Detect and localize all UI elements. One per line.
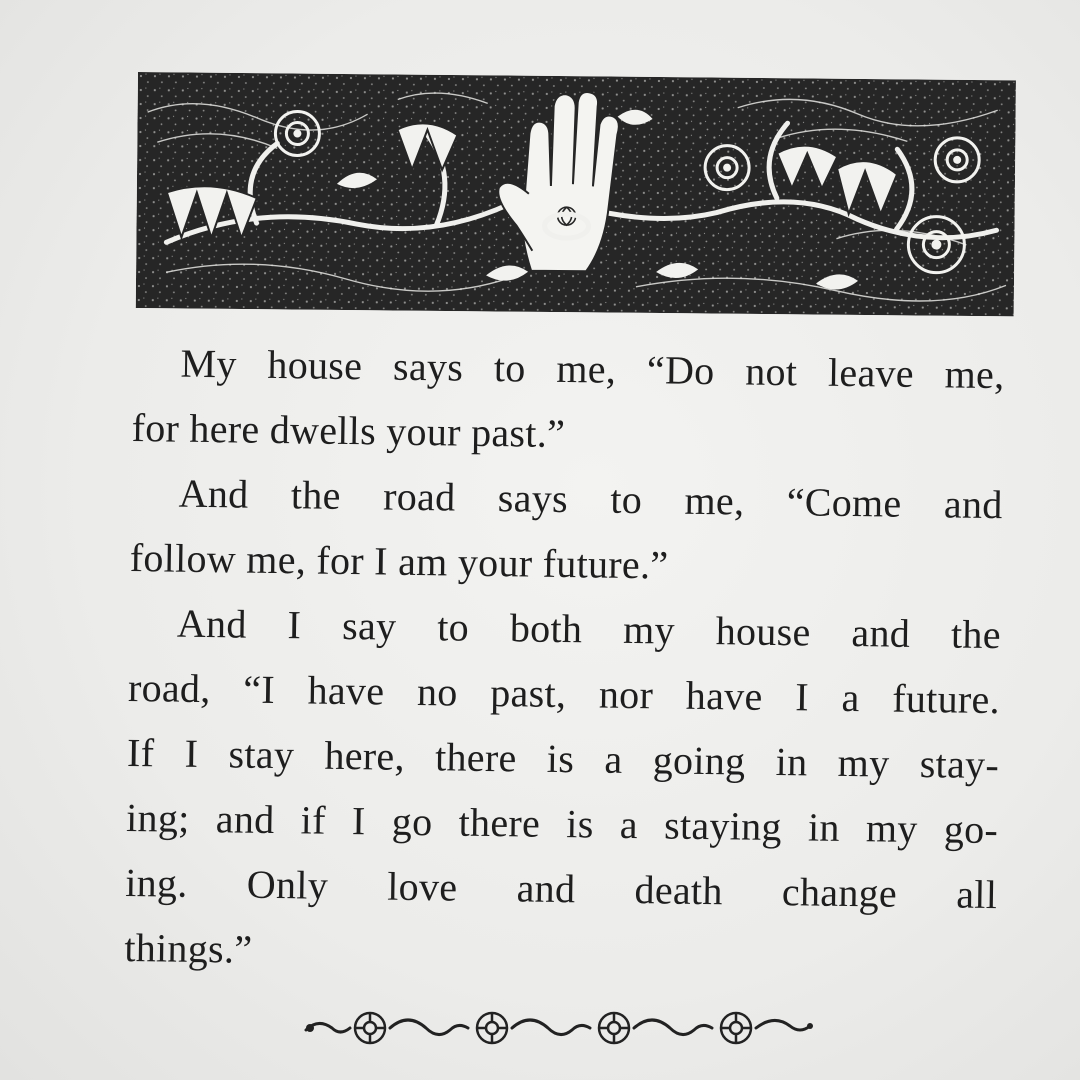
poem-text (124, 330, 1005, 992)
text-line: for here dwells your past.” (131, 404, 566, 457)
floral-vine-ornament-icon (298, 1004, 818, 1052)
text-line: And the road says to me, “Come and (178, 470, 1003, 528)
text-line: road, “I have no past, nor have I a future. (127, 664, 1001, 723)
text-line: things.” (124, 924, 253, 972)
text-line: If I stay here, there is a going in my stay- (126, 729, 1000, 788)
woodcut-hand-and-flowers-icon (136, 72, 1016, 316)
footer-ornament (298, 1004, 818, 1052)
text-line: ing; and if I go there is a staying in my go- (125, 794, 999, 853)
text-line: And I say to both my house and the (176, 600, 1002, 658)
text-line: ing. Only love and death change all (124, 859, 998, 918)
woodcut-illustration (136, 72, 1016, 316)
text-line: My house says to me, “Do not leave me, (180, 340, 1005, 398)
text-line: follow me, for I am your future.” (129, 534, 669, 588)
